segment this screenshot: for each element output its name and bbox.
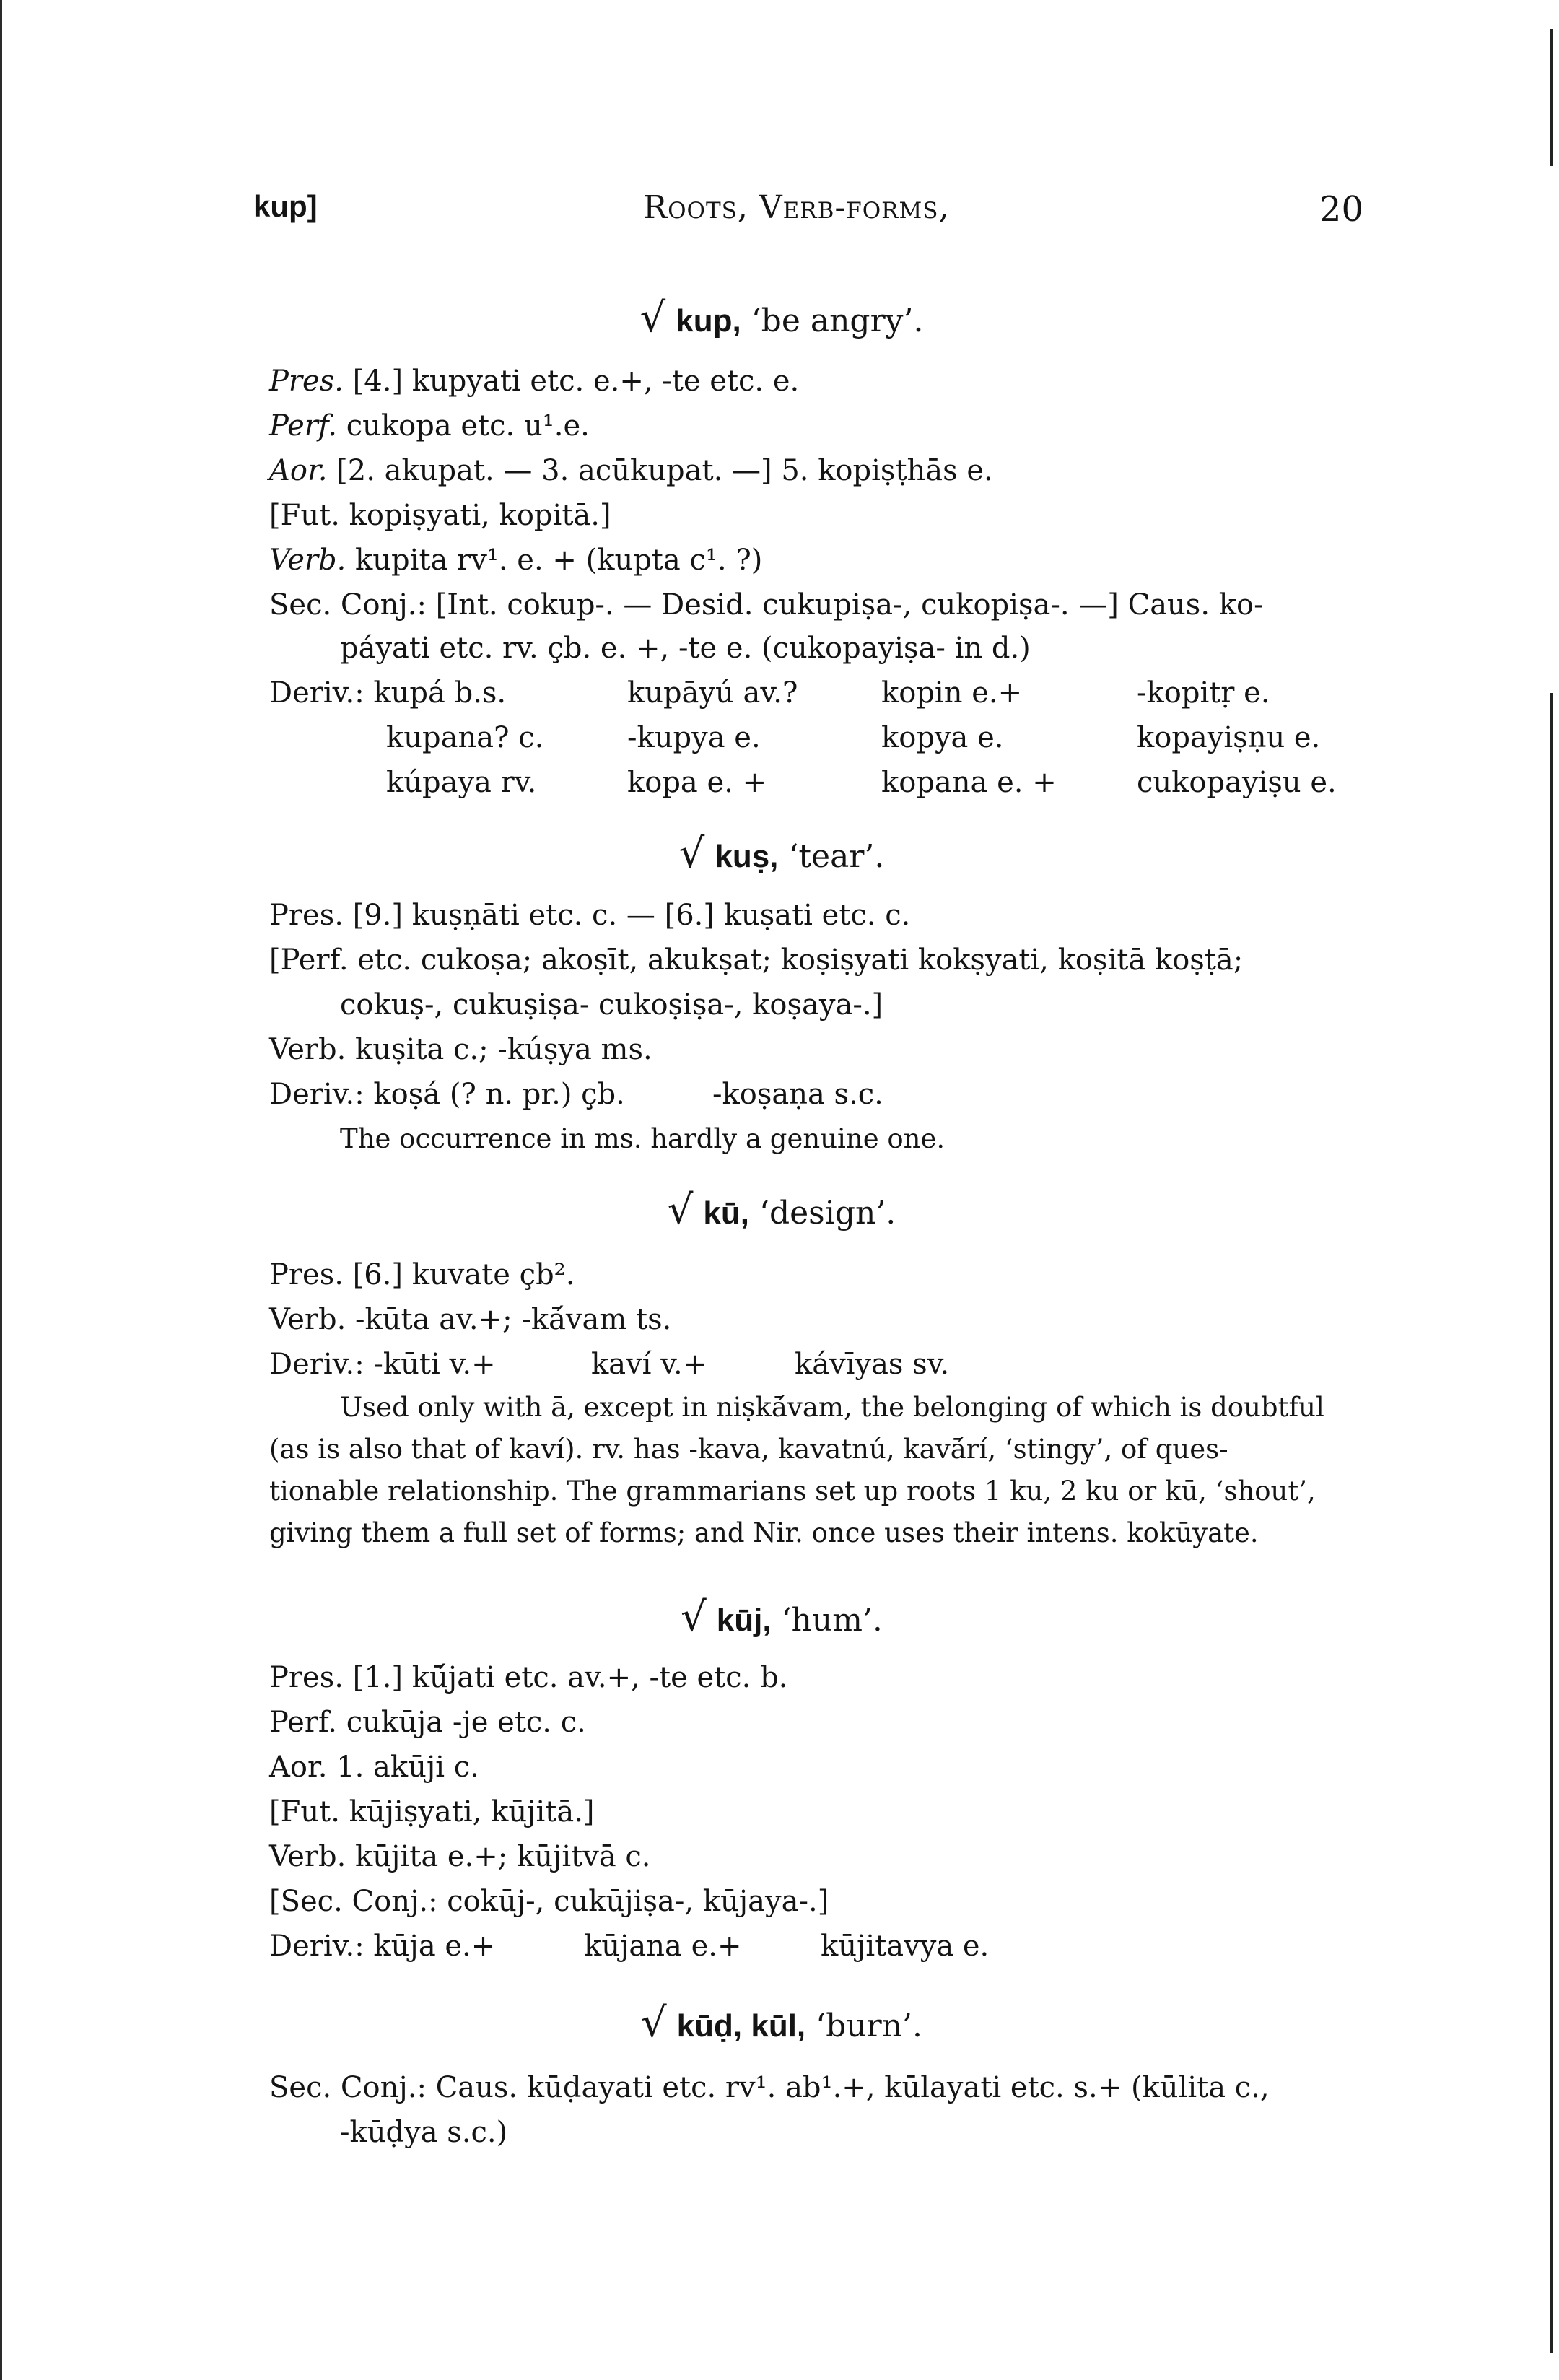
entry-line [269,450,993,491]
line-label: Verb. [269,544,346,577]
root-name: kūj, [716,1603,772,1638]
entry-note: tionable relationship. The grammarians set up roots 1 ku, 2 ku or kū, ‘shout’, [269,1475,1316,1507]
page-number: 20 [1319,189,1363,230]
deriv-cell: kúpaya rv. [386,766,537,799]
entry-line: Pres. [9.] kuṣṇāti etc. c. — [6.] kuṣati etc. c. [269,899,911,932]
running-head-left: kup] [253,189,318,223]
entry-line [340,628,1031,668]
entry-line: Deriv.: koṣá (? n. pr.) çb. [269,1078,625,1111]
root-heading-kus [2,830,1559,877]
line-text: Sec. Conj.: [Int. cokup-. — Desid. cukupiṣa-, cukopiṣa-. —] Caus. ko- [269,588,1264,622]
root-heading-kuj [2,1594,1559,1641]
entry-line: Verb. -kūta av.+; -kā́vam ts. [269,1303,672,1336]
root-name: kūḍ, kūl, [676,2008,806,2044]
radical-sign-icon: √ [678,830,705,877]
line-label: Pres. [269,365,344,398]
line-text: [2. akupat. — 3. acūkupat. —] 5. kopiṣṭhās e. [336,454,993,487]
entry-line: Verb. kuṣita c.; -kúṣya ms. [269,1033,652,1066]
entry-line: Pres. [6.] kuvate çb². [269,1258,575,1291]
entry-note: Used only with ā, except in niṣkā́vam, the belonging of which is doubtful [340,1392,1324,1423]
entry-line [269,495,611,536]
root-heading-ku [2,1187,1559,1234]
entry-line: kūjitavya e. [821,1930,990,1963]
entry-line: [Fut. kūjiṣyati, kūjitā.] [269,1795,595,1828]
entry-line: kaví v.+ [591,1348,707,1381]
line-text: cukopa etc. u¹.e. [346,409,590,443]
line-text: páyati etc. rv. çb. e. +, -te e. (cukopayiṣa- in d.) [340,632,1031,665]
entry-line: Deriv.: kūja e.+ [269,1930,496,1963]
entry-line: Verb. kūjita e.+; kūjitvā c. [269,1840,651,1873]
radical-sign-icon: √ [681,1594,707,1641]
deriv-cell: kopana e. + [881,766,1057,799]
deriv-cell: -kupya e. [627,721,761,754]
deriv-cell: kupāyú av.? [627,676,798,710]
running-head [248,189,1374,240]
radical-sign-icon: √ [639,295,666,341]
radical-sign-icon: √ [640,2000,667,2046]
line-text: [Fut. kopiṣyati, kopitā.] [269,499,611,532]
root-meaning: ‘be angry’. [751,302,924,339]
deriv-cell: kopa e. + [627,766,767,799]
entry-line: Pres. [1.] kū́jati etc. av.+, -te etc. b. [269,1661,788,1694]
scan-edge-mark [1550,693,1553,2353]
deriv-cell: kopin e.+ [881,676,1023,710]
root-meaning: ‘design’. [759,1195,896,1232]
deriv-cell: kupana? c. [386,721,544,754]
entry-line: cokuṣ-, cukuṣiṣa- cukoṣiṣa-, koṣaya-.] [340,988,883,1021]
entry-line [269,540,762,580]
entry-line: Deriv.: -kūti v.+ [269,1348,496,1381]
running-head-title: Roots, Verb-forms, [643,189,950,226]
entry-line: -koṣaṇa s.c. [712,1078,883,1111]
entry-note: (as is also that of kaví). rv. has -kava, kavatnú, kavā́rí, ‘stingy’, of ques- [269,1434,1228,1465]
entry-line [269,406,590,446]
entry-line: -kūḍya s.c.) [340,2116,508,2149]
line-text: [4.] kupyati etc. e.+, -te etc. e. [352,365,800,398]
entry-line: [Perf. etc. cukoṣa; akoṣīt, akukṣat; koṣiṣyati kokṣyati, koṣitā koṣṭā; [269,943,1244,977]
root-heading-kup [2,295,1559,341]
deriv-cell: cukopayiṣu e. [1137,766,1337,799]
line-label: Aor. [269,454,328,487]
line-text: kupita rv¹. e. + (kupta c¹. ?) [355,544,763,577]
root-meaning: ‘tear’. [788,838,885,875]
root-name: kuṣ, [715,839,779,874]
entry-line [269,361,799,401]
deriv-cell: Deriv.: kupá b.s. [269,676,507,710]
entry-line [269,585,1264,625]
deriv-cell: -kopitṛ e. [1137,676,1270,710]
root-meaning: ‘burn’. [816,2008,922,2044]
deriv-cell: kopayiṣṇu e. [1137,721,1321,754]
root-name: kū, [703,1195,749,1231]
entry-note: The occurrence in ms. hardly a genuine one. [340,1123,946,1154]
radical-sign-icon: √ [667,1187,694,1234]
entry-note: giving them a full set of forms; and Nir. once uses their intens. kokūyate. [269,1517,1259,1548]
entry-line: Aor. 1. akūji c. [269,1751,479,1784]
root-name: kup, [676,303,741,339]
line-label: Perf. [269,409,338,443]
entry-line: kávīyas sv. [795,1348,950,1381]
scan-edge-mark [1550,29,1553,166]
root-meaning: ‘hum’. [781,1602,883,1639]
deriv-cell: kopya e. [881,721,1004,754]
entry-line: Sec. Conj.: Caus. kūḍayati etc. rv¹. ab¹.+, kūlayati etc. s.+ (kūlita c., [269,2071,1270,2104]
entry-line: Perf. cukūja -je etc. c. [269,1706,586,1739]
entry-line: [Sec. Conj.: cokūj-, cukūjiṣa-, kūjaya-.] [269,1885,829,1918]
root-heading-kud-kul [2,2000,1559,2046]
entry-line: kūjana e.+ [584,1930,742,1963]
